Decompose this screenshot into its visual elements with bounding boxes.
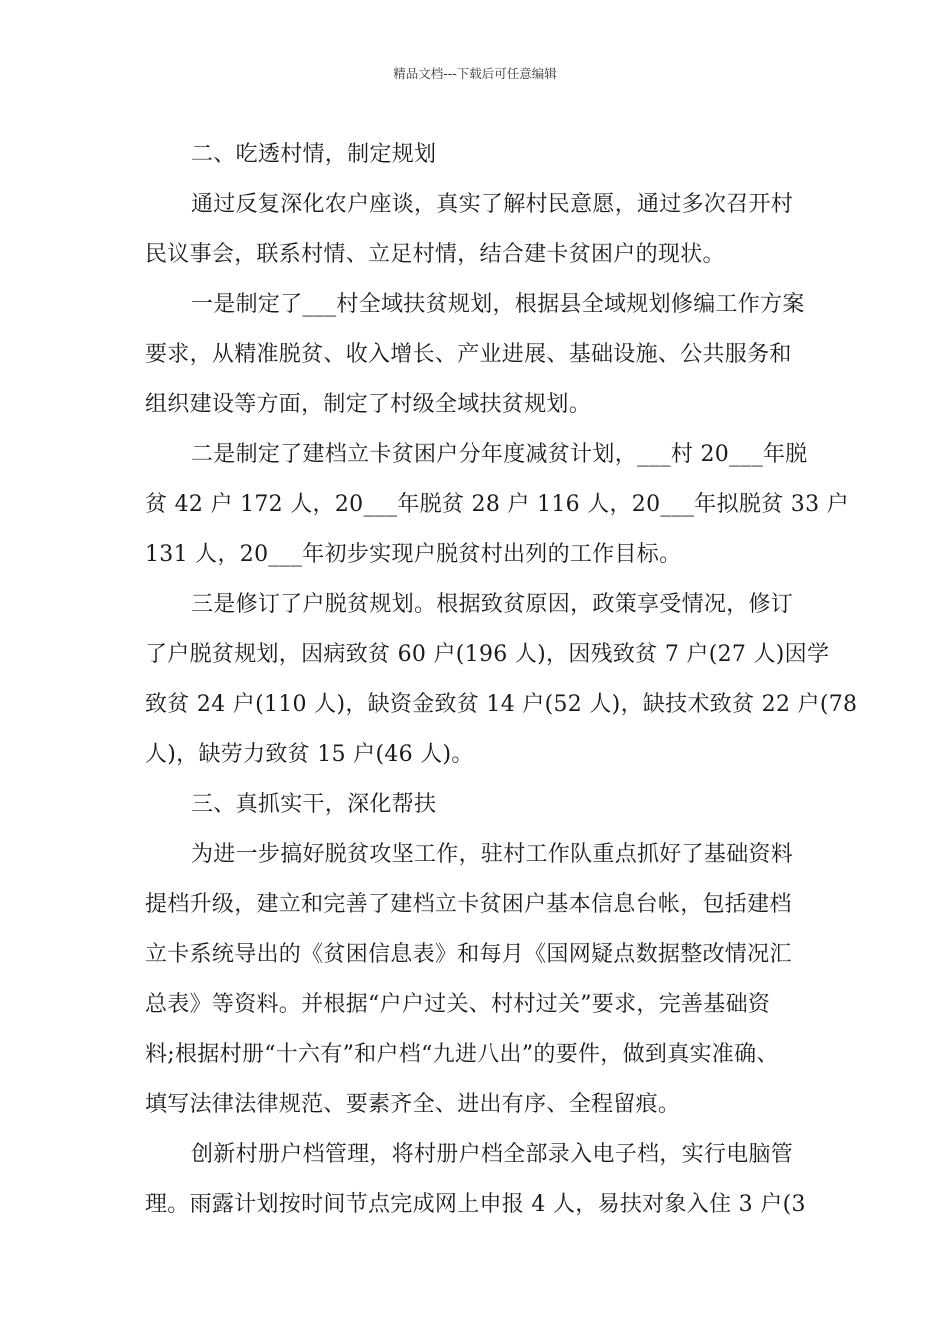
text-line: 二、吃透村情，制定规划	[191, 142, 437, 167]
text-line: 一是制定了___村全域扶贫规划，根据县全域规划修编工作方案	[191, 292, 805, 317]
text-line: 为进一步搞好脱贫攻坚工作，驻村工作队重点抓好了基础资料	[191, 842, 794, 867]
text-line: 三是修订了户脱贫规划。根据致贫原因，政策享受情况，修订	[191, 592, 794, 617]
text-line: 要求，从精准脱贫、收入增长、产业进展、基础设施、公共服务和	[145, 342, 792, 367]
text-line: 通过反复深化农户座谈，真实了解村民意愿，通过多次召开村	[191, 192, 794, 217]
text-line: 三、真抓实干，深化帮扶	[191, 792, 437, 817]
text-line: 组织建设等方面，制定了村级全域扶贫规划。	[145, 392, 592, 417]
text-line: 民议事会，联系村情、立足村情，结合建卡贫困户的现状。	[145, 242, 725, 267]
text-line: 创新村册户档管理，将村册户档全部录入电子档，实行电脑管	[191, 1142, 794, 1167]
page-header: 精品文档---下载后可任意编辑	[393, 66, 557, 81]
text-line: 总表》等资料。并根据“户户过关、村村过关”要求，完善基础资	[145, 992, 771, 1017]
text-line: 了户脱贫规划，因病致贫 60 户(196 人)，因残致贫 7 户(27 人)因学	[145, 642, 830, 667]
text-line: 理。雨露计划按时间节点完成网上申报 4 人，易扶对象入住 3 户(3	[145, 1192, 806, 1217]
text-line: 填写法律法律规范、要素齐全、进出有序、全程留痕。	[145, 1092, 681, 1117]
text-line: 致贫 24 户(110 人)，缺资金致贫 14 户(52 人)，缺技术致贫 22 户(78	[145, 692, 858, 717]
text-line: 人)，缺劳力致贫 15 户(46 人)。	[145, 742, 474, 767]
text-line: 提档升级，建立和完善了建档立卡贫困户基本信息台帐，包括建档	[145, 892, 792, 917]
text-line: 立卡系统导出的《贫困信息表》和每月《国网疑点数据整改情况汇	[145, 942, 792, 967]
text-line: 二是制定了建档立卡贫困户分年度减贫计划，___村 20___年脱	[191, 442, 808, 467]
text-line: 贫 42 户 172 人，20___年脱贫 28 户 116 人，20___年拟脱贫 33 户	[145, 492, 849, 517]
text-line: 131 人，20___年初步实现户脱贫村出列的工作目标。	[145, 542, 682, 567]
document-body	[145, 130, 858, 1230]
text-line: 料;根据村册“十六有”和户档“九进八出”的要件，做到真实准确、	[145, 1042, 779, 1067]
